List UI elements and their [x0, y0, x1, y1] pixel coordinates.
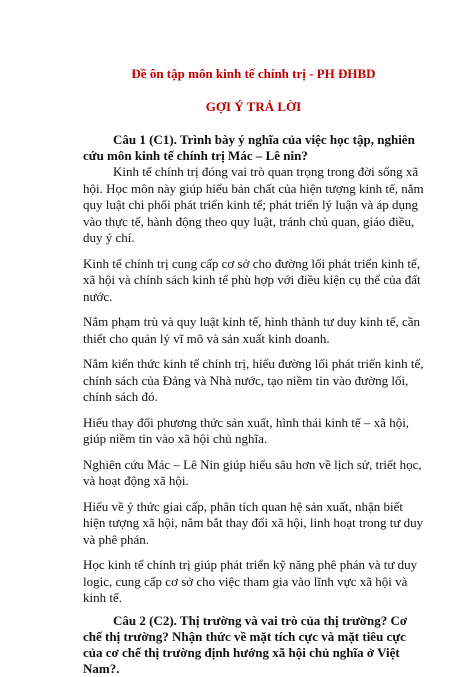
answer-paragraph: Học kinh tế chính trị giúp phát triển kỹ năng phê phán và tư duy logic, cung cấp cơ sở cho việc tham gia vào lĩnh vực xã hội và kinh tế.	[83, 557, 418, 605]
answer-paragraph: Nắm phạm trù và quy luật kinh tế, hình thành tư duy kinh tế, cần thiết cho quản lý vĩ mô và sản xuất kinh doanh.	[83, 314, 421, 346]
answer-paragraph	[83, 164, 424, 247]
answer-paragraph: Nắm kiến thức kinh tế chính trị, hiểu đường lối phát triển kinh tế, chính sách của Đảng và Nhà nước, tạo niềm tin vào đường lối, chính sách đó.	[83, 356, 424, 404]
answer-paragraph: Hiểu thay đổi phương thức sản xuất, hình thái kinh tế – xã hội, giúp niềm tin vào xã hội chủ nghĩa.	[83, 414, 410, 446]
question-1: Câu 1 (C1). Trình bày ý nghĩa của việc học tập, nghiên cứu môn kinh tế chính trị Mác – Lê nin?	[83, 132, 415, 163]
document-title: Đề ôn tập môn kinh tế chính trị - PH ĐHBD	[131, 66, 376, 81]
answer-paragraph: Nghiên cứu Mác – Lê Nin giúp hiểu sâu hơn về lịch sử, triết học, và hoạt động xã hội.	[83, 456, 422, 488]
paragraph-text: Kinh tế chính trị đóng vai trò quan trọng trong đời sống xã hội. Học môn này giúp hiểu bản chất của hiện tượng kinh tế, nắm quy luật chi phối phát triển kinh tế; phát triển lý luận và áp dụng vào thực tế, hành động theo quy luật, tránh chủ quan, giáo điều, duy ý chí.	[83, 164, 424, 245]
document-subtitle: GỢI Ý TRẢ LỜI	[205, 99, 302, 114]
answer-paragraph: Kinh tế chính trị cung cấp cơ sở cho đường lối phát triển kinh tế, xã hội và chính sách kinh tế phù hợp với điều kiện cụ thể của đất nước.	[83, 255, 421, 304]
answer-paragraph: Hiểu về ý thức giai cấp, phân tích quan hệ sản xuất, nhận biết hiện tượng xã hội, nắm bắt thay đổi xã hội, linh hoạt trong tư duy và phê phán.	[83, 498, 424, 547]
question-2: Câu 2 (C2). Thị trường và vai trò của thị trường? Cơ chế thị trường? Nhận thức về mặt tích cực và mặt tiêu cực của cơ chế thị trường định hướng xã hội chủ nghĩa ở Việt Nam?.	[83, 612, 408, 676]
